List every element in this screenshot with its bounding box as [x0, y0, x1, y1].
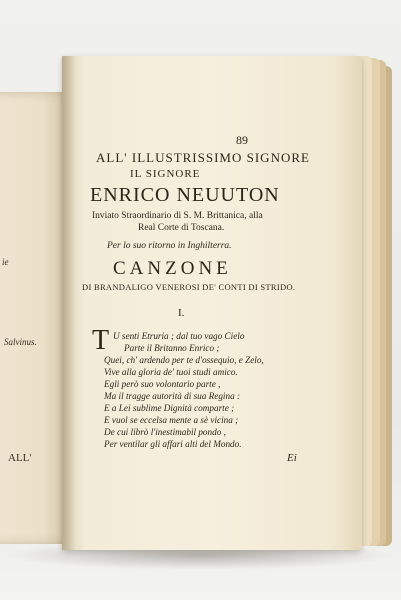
verse-line: E a Lei sublime Dignità comparte ;: [104, 403, 235, 413]
verse-line: Egli però suo volontario parte ,: [104, 379, 221, 389]
dedication-subheading: IL SIGNORE: [130, 168, 201, 180]
poem-author: DI BRANDALIGO VENEROSI DE' CONTI DI STRIDO.: [82, 282, 296, 292]
left-page-fragment: ie: [2, 257, 9, 267]
verse-line: U senti Etruria ; dal tuo vago Cielo: [113, 331, 245, 341]
dedicatee-title: Inviato Straordinario di S. M. Brittanica, alla: [92, 211, 263, 221]
stanza-number: I.: [178, 307, 185, 319]
catchword: Ei: [287, 452, 297, 464]
dedication-heading: ALL' ILLUSTRISSIMO SIGNORE: [96, 150, 310, 165]
dedicatee-title-cont: Real Corte di Toscana.: [138, 223, 225, 233]
verse-line: E vuol se eccelsa mente a sè vicina ;: [104, 415, 239, 425]
poem-title: CANZONE: [113, 258, 232, 279]
left-page-fragment: Salvinus.: [4, 337, 37, 347]
verse-line: Ma il tragge autorità di sua Regina :: [104, 391, 241, 401]
dedicatee-name: ENRICO NEUUTON: [90, 184, 280, 206]
page-number: 89: [236, 133, 248, 147]
verse-line: De cui librò l'inestimabil pondo ,: [104, 427, 226, 437]
verse-line: Per ventilar gli affari alti del Mondo.: [104, 439, 242, 449]
right-page: [62, 56, 362, 550]
occasion-note: Per lo suo ritorno in Inghilterra.: [107, 241, 232, 251]
left-page-fragment: ALL': [8, 452, 32, 464]
verse-line: Vive alla gloria de' tuoi studi amico.: [104, 367, 238, 377]
page-gutter: [62, 56, 76, 550]
drop-cap: T: [92, 325, 110, 356]
verse-line: Parte il Britanno Enrico ;: [124, 343, 220, 353]
verse-line: Quei, ch' ardendo per te d'ossequio, e Zelo,: [104, 355, 264, 365]
